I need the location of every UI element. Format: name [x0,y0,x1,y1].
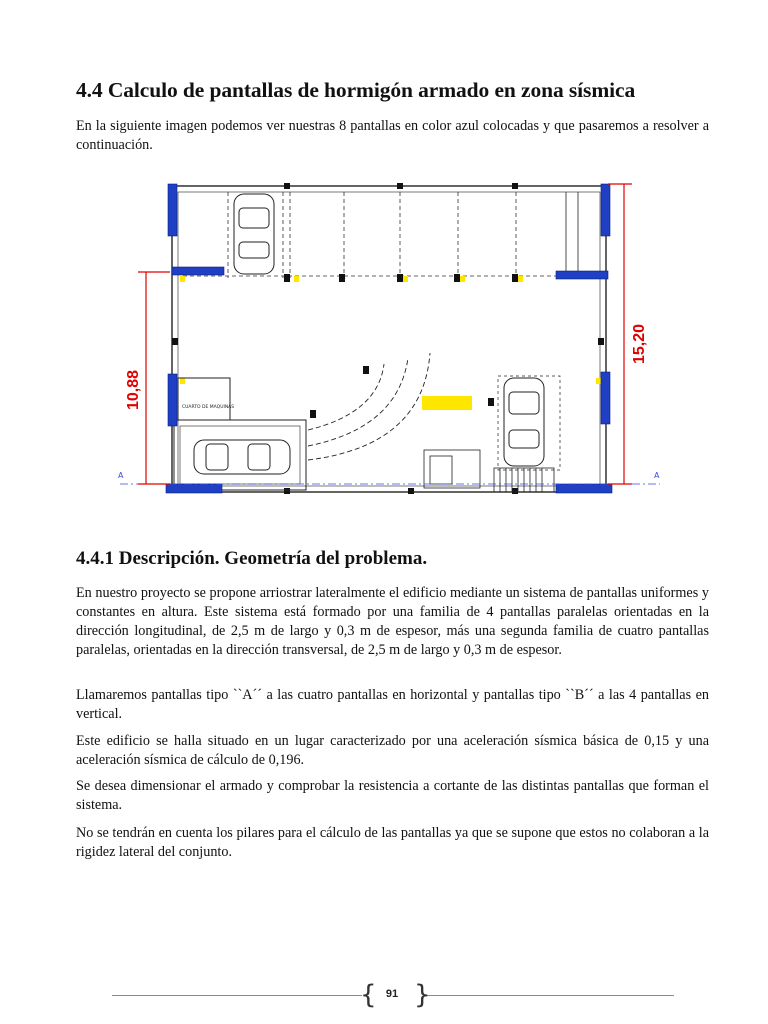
paragraph-4: Se desea dimensionar el armado y comprobar la resistencia a cortante de las distintas pantallas que forman el sistema. [76,778,709,813]
car-garage [194,440,290,474]
car-right [504,378,544,466]
paragraph-3: Este edificio se halla situado en un lugar caracterizado por una aceleración sísmica básica de 0,15 y una aceleración sísmica de cálculo de 0,196. [76,733,709,768]
intro-paragraph: En la siguiente imagen podemos ver nuestras 8 pantallas en color azul colocadas y que pasaremos a resolver a continuación. [76,118,709,153]
car-top-left [234,194,274,274]
paragraph-5: No se tendrán en cuenta los pilares para el cálculo de las pantallas ya que se supone que estos no colaboran a la rigidez lateral del conjunto. [76,825,709,860]
highlight-block [422,396,472,410]
page-number: 91 [385,988,399,1000]
machine-room-label: CUARTO DE MAQUINAS [182,405,235,410]
footer-rule-right [424,995,674,996]
footer-bracket-right: } [414,980,431,1010]
dimension-right-label: 15,20 [631,323,648,364]
footer-rule-left [112,995,362,996]
paragraph-2: Llamaremos pantallas tipo ``A´´ a las cuatro pantallas en horizontal y pantallas tipo ``B´´ a las 4 pantallas en vertical. [76,687,709,722]
column-markers [180,276,601,384]
svg-text:A: A [654,471,660,480]
dimension-lines [138,184,632,484]
floor-plan-figure [108,178,668,518]
paragraph-1: En nuestro proyecto se propone arriostrar lateralmente el edificio mediante un sistema de pantallas uniformes y constantes en altura. Este sistema está formado por una familia de 4 pantallas paralelas orientadas en la dirección longitudinal, de 2,5 m de largo y 0,3 m de espesor, más una segunda familia de cuatro pantallas paralelas, orientadas en la dirección transversal, de 2,5 m de largo y 0,3 m de espesor. [76,585,709,658]
footer-bracket-left: { [360,980,377,1010]
section-title: 4.4 Calculo de pantallas de hormigón armado en zona sísmica [76,78,636,102]
dimension-left-label: 10,88 [125,369,142,410]
svg-text:A: A [118,471,124,480]
stair [424,192,578,492]
subsection-title: 4.4.1 Descripción. Geometría del problema. [76,548,428,569]
